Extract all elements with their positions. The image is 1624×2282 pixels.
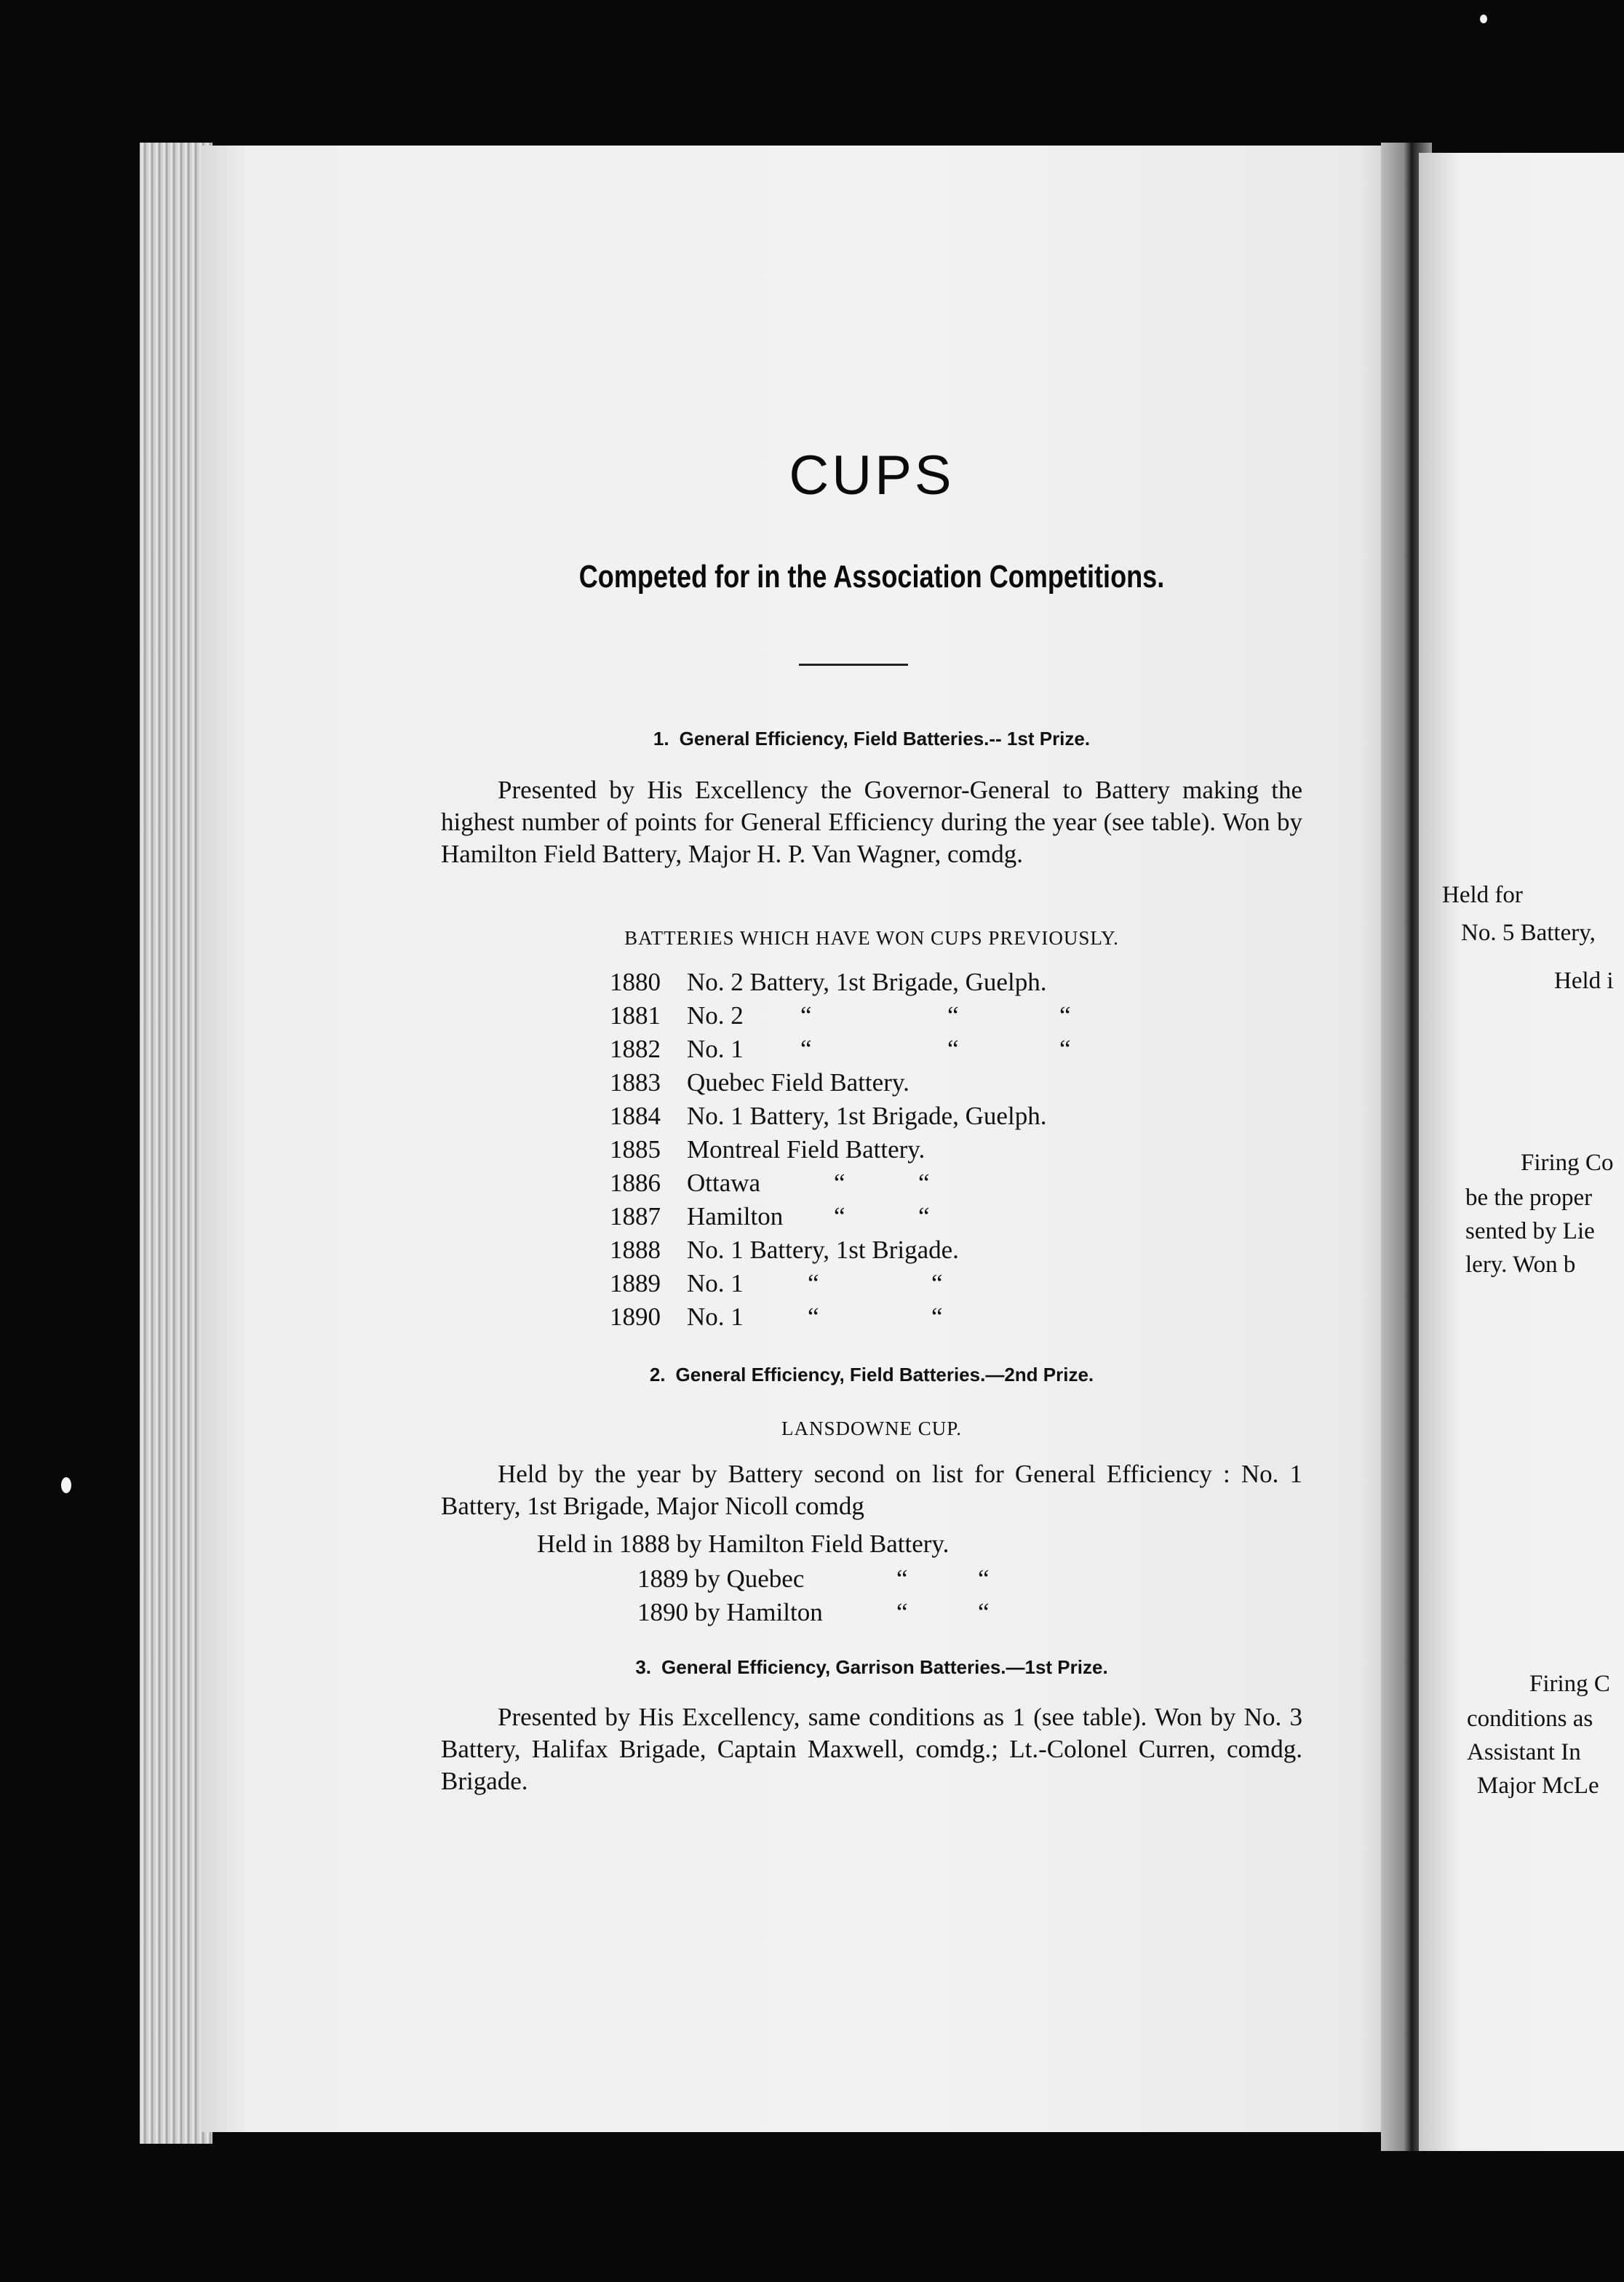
winner: Montreal Field Battery. (687, 1135, 926, 1164)
held-line: 1890 by Hamilton (637, 1598, 823, 1626)
year: 1885 (610, 1135, 661, 1164)
cup-name: LANSDOWNE CUP. (781, 1418, 962, 1439)
page-subtitle: Competed for in the Association Competitions. (578, 559, 1165, 595)
page-title: CUPS (789, 445, 955, 506)
paragraph-text: Presented by His Excellency the Governor-General to Battery making the highest number of points for General Efficiency during the year (see table). Won by Hamilton Field Battery, Major H. P. Van Wagner, comdg. (441, 776, 1302, 868)
ditto-mark: “ (800, 1001, 812, 1030)
section-title: General Efficiency, Field Batteries.—2nd Prize. (675, 1364, 1094, 1386)
facing-line: Held for (1442, 882, 1523, 908)
ditto-mark: “ (918, 1202, 930, 1231)
section-title: General Efficiency, Field Batteries.-- 1st Prize. (679, 728, 1091, 750)
ditto-mark: “ (1059, 1001, 1071, 1030)
facing-line: sented by Lie (1465, 1218, 1595, 1244)
winner: Ottawa (687, 1169, 761, 1197)
ditto-mark: “ (978, 1598, 990, 1626)
winner: No. 1 (687, 1269, 744, 1297)
ditto-mark: “ (931, 1269, 943, 1297)
section-number: 2. (649, 1364, 666, 1386)
section-1-heading (442, 728, 1301, 750)
year: 1889 (610, 1269, 661, 1297)
paragraph-text: Presented by His Excellency, same conditions as 1 (see table). Won by No. 3 Battery, Halifax Brigade, Captain Maxwell, comdg.; Lt.-Colonel Curren, comdg. Brigade. (441, 1703, 1302, 1795)
ditto-mark: “ (931, 1303, 943, 1331)
facing-line: No. 5 Battery, (1461, 920, 1596, 946)
facing-line: Firing C (1529, 1671, 1610, 1697)
section-2-heading (442, 1364, 1301, 1386)
year: 1882 (610, 1035, 661, 1063)
year: 1884 (610, 1102, 661, 1130)
ditto-mark: “ (834, 1202, 845, 1231)
section-2-paragraph (441, 1458, 1302, 1522)
ditto-mark: “ (947, 1035, 959, 1063)
year: 1890 (610, 1303, 661, 1331)
facing-line: be the proper (1465, 1185, 1593, 1211)
held-line: Held in 1888 by Hamilton Field Battery. (537, 1530, 950, 1558)
winner: Hamilton (687, 1202, 784, 1231)
ditto-mark: “ (978, 1565, 990, 1593)
scan-speck (1480, 15, 1487, 23)
ditto-mark: “ (896, 1565, 908, 1593)
year: 1887 (610, 1202, 661, 1231)
section-title: General Efficiency, Garrison Batteries.—1st Prize. (661, 1656, 1108, 1678)
ditto-mark: “ (1059, 1035, 1071, 1063)
winner: No. 1 Battery, 1st Brigade, Guelph. (687, 1102, 1047, 1130)
winner: No. 2 Battery, 1st Brigade, Guelph. (687, 968, 1047, 996)
section-3-paragraph (441, 1701, 1302, 1797)
facing-page (1419, 153, 1624, 2151)
facing-line: Held i (1554, 968, 1614, 994)
scan-speck (61, 1477, 71, 1493)
title-divider (799, 664, 908, 666)
ditto-mark: “ (896, 1598, 908, 1626)
facing-line: lery. Won b (1465, 1252, 1576, 1278)
year: 1886 (610, 1169, 661, 1197)
winner: No. 1 Battery, 1st Brigade. (687, 1236, 959, 1264)
section-1-paragraph (441, 774, 1302, 870)
ditto-mark: “ (800, 1035, 812, 1063)
section-number: 3. (635, 1656, 652, 1678)
ditto-mark: “ (808, 1269, 819, 1297)
facing-line: conditions as (1467, 1706, 1593, 1732)
winner: No. 1 (687, 1035, 744, 1063)
winner: No. 1 (687, 1303, 744, 1331)
ditto-mark: “ (947, 1001, 959, 1030)
ditto-mark: “ (808, 1303, 819, 1331)
year: 1880 (610, 968, 661, 996)
year: 1881 (610, 1001, 661, 1030)
section-number: 1. (653, 728, 669, 750)
ditto-mark: “ (918, 1169, 930, 1197)
facing-line: Firing Co (1521, 1150, 1614, 1176)
winner: No. 2 (687, 1001, 744, 1030)
winner: Quebec Field Battery. (687, 1068, 909, 1097)
winners-list-heading: BATTERIES WHICH HAVE WON CUPS PREVIOUSLY. (624, 927, 1119, 949)
paragraph-text: Held by the year by Battery second on list for General Efficiency : No. 1 Battery, 1st Brigade, Major Nicoll comdg (441, 1460, 1302, 1520)
held-line: 1889 by Quebec (637, 1565, 805, 1593)
facing-line: Assistant In (1467, 1739, 1581, 1765)
ditto-mark: “ (834, 1169, 845, 1197)
year: 1888 (610, 1236, 661, 1264)
year: 1883 (610, 1068, 661, 1097)
facing-line: Major McLe (1477, 1773, 1599, 1799)
section-3-heading (442, 1656, 1301, 1679)
